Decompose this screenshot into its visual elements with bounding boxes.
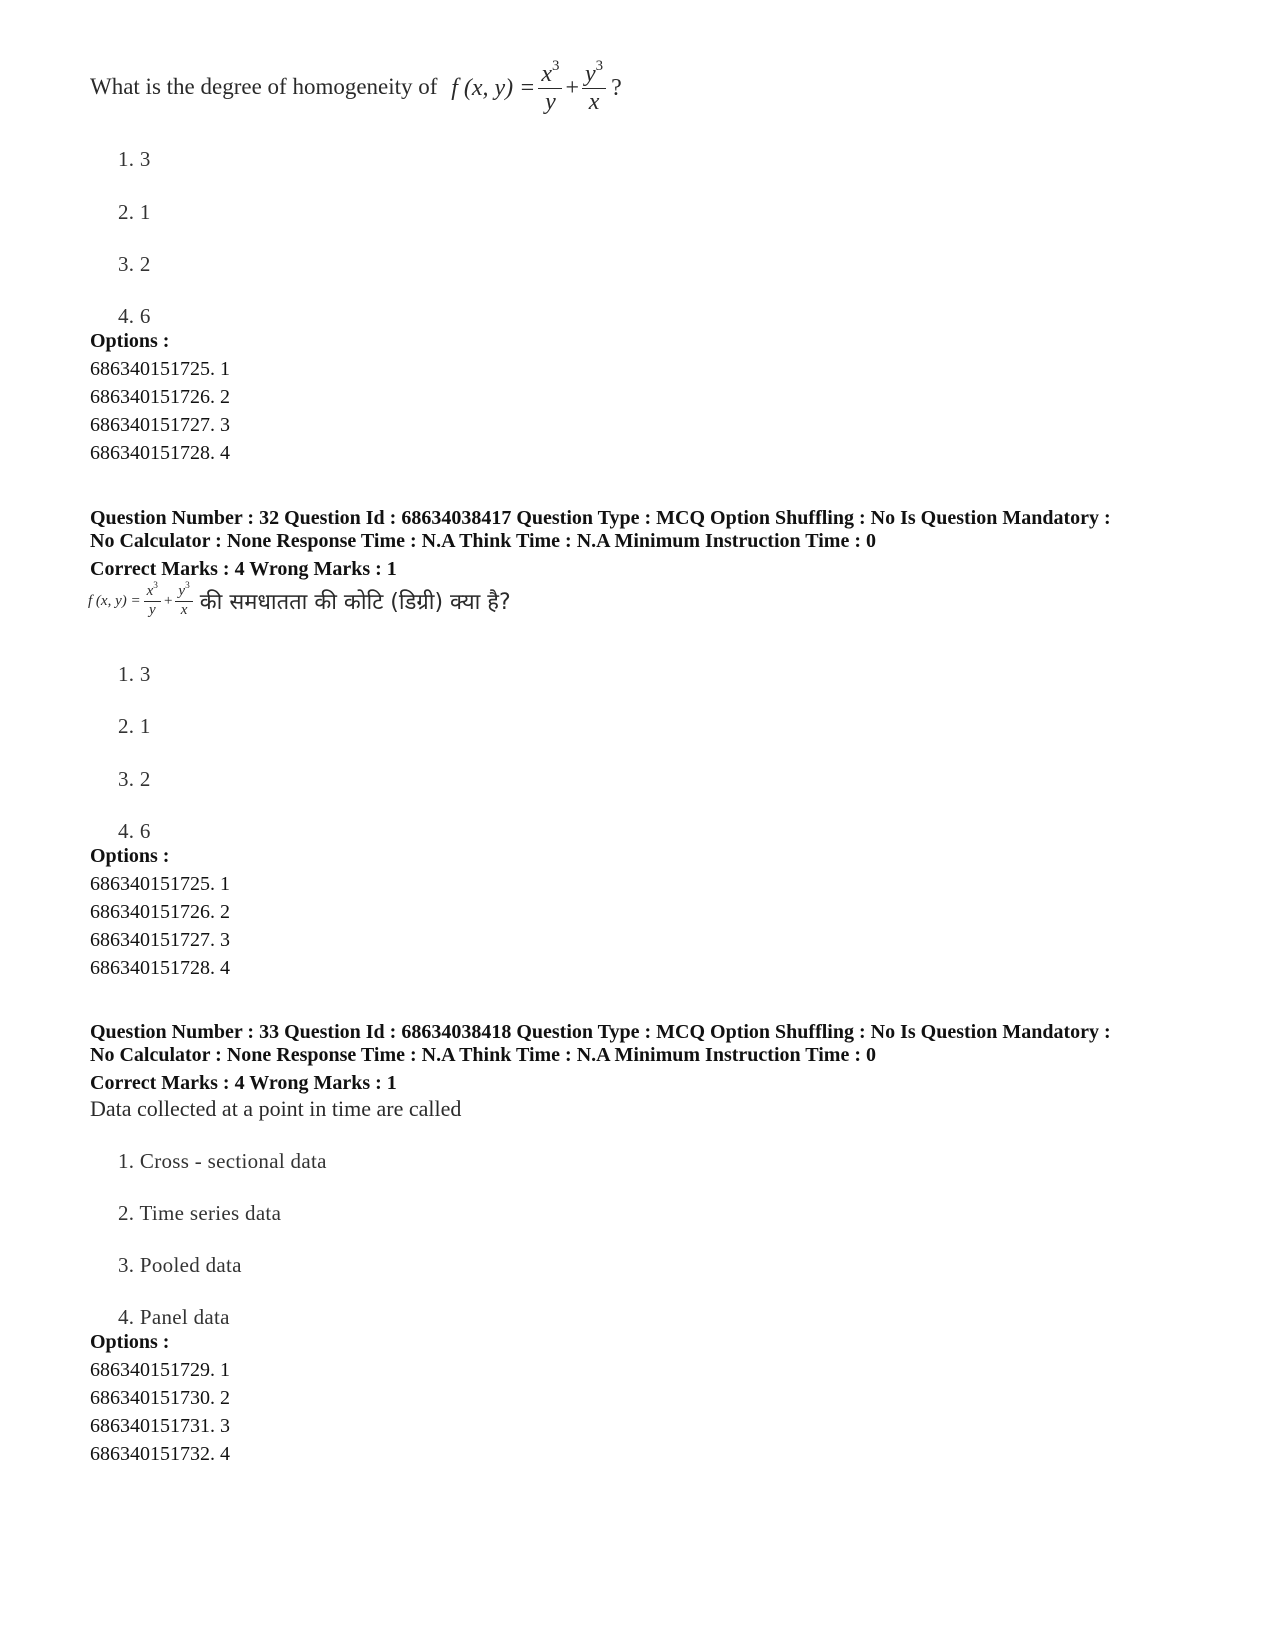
question-33-marks: Correct Marks : 4 Wrong Marks : 1 <box>90 1072 397 1094</box>
option-id-3: 686340151727. 3 <box>90 414 230 436</box>
options-label: Options : <box>90 845 170 867</box>
options-label: Options : <box>90 330 170 352</box>
homogeneity-formula-small: f (x, y) = $\frac{x^3}{y}$ + $\frac{y^3}{x}$ <box>88 584 196 619</box>
choice-2: 2. Time series data <box>118 1201 282 1225</box>
fraction-y3-over-x: $\frac{y^3}{x}$ <box>582 62 606 115</box>
question-32-meta-line2: No Calculator : None Response Time : N.A Think Time : N.A Minimum Instruction Time : 0 <box>90 530 876 552</box>
options-label: Options : <box>90 1331 170 1353</box>
option-id-4: 686340151728. 4 <box>90 442 230 464</box>
choice-3: 3. 2 <box>118 767 151 791</box>
question-33-text: Data collected at a point in time are called <box>90 1096 462 1121</box>
homogeneity-formula: f (x, y) = $\frac{x^3}{y}$ + $\frac{y^3}{x}$ ? <box>451 57 622 116</box>
option-id-2: 686340151726. 2 <box>90 901 230 923</box>
question-33-meta-line1: Question Number : 33 Question Id : 68634038418 Question Type : MCQ Option Shuffling : No Is Question Mandatory : <box>90 1021 1111 1043</box>
choice-1: 1. 3 <box>118 662 151 686</box>
question-31-text <box>90 57 622 116</box>
choice-4: 4. Panel data <box>118 1305 230 1329</box>
choice-4: 4. 6 <box>118 819 151 843</box>
choice-3: 3. 2 <box>118 252 151 276</box>
question-hindi-text: की समधातता की कोटि (डिग्री) क्या है? <box>199 590 511 616</box>
fraction-y3-over-x: $\frac{y^3}{x}$ <box>175 584 192 619</box>
option-id-2: 686340151730. 2 <box>90 1387 230 1409</box>
fraction-x3-over-y: $\frac{x^3}{y}$ <box>538 62 562 115</box>
option-id-1: 686340151725. 1 <box>90 873 230 895</box>
question-33-meta-line2: No Calculator : None Response Time : N.A Think Time : N.A Minimum Instruction Time : 0 <box>90 1044 876 1066</box>
question-32-marks: Correct Marks : 4 Wrong Marks : 1 <box>90 558 397 580</box>
choice-3: 3. Pooled data <box>118 1253 242 1277</box>
option-id-1: 686340151729. 1 <box>90 1359 230 1381</box>
option-id-3: 686340151731. 3 <box>90 1415 230 1437</box>
question-32-text <box>88 581 511 619</box>
option-id-3: 686340151727. 3 <box>90 929 230 951</box>
fraction-x3-over-y: $\frac{x^3}{y}$ <box>144 584 161 619</box>
choice-1: 1. 3 <box>118 147 151 171</box>
choice-2: 2. 1 <box>118 200 151 224</box>
option-id-4: 686340151728. 4 <box>90 957 230 979</box>
option-id-4: 686340151732. 4 <box>90 1443 230 1465</box>
choice-1: 1. Cross - sectional data <box>118 1149 327 1173</box>
question-32-meta-line1: Question Number : 32 Question Id : 68634038417 Question Type : MCQ Option Shuffling : No Is Question Mandatory : <box>90 507 1111 529</box>
option-id-1: 686340151725. 1 <box>90 358 230 380</box>
formula-lhs: f (x, y) = <box>451 75 536 102</box>
question-prefix: What is the degree of homogeneity of <box>90 73 438 99</box>
choice-4: 4. 6 <box>118 304 151 328</box>
option-id-2: 686340151726. 2 <box>90 386 230 408</box>
choice-2: 2. 1 <box>118 714 151 738</box>
